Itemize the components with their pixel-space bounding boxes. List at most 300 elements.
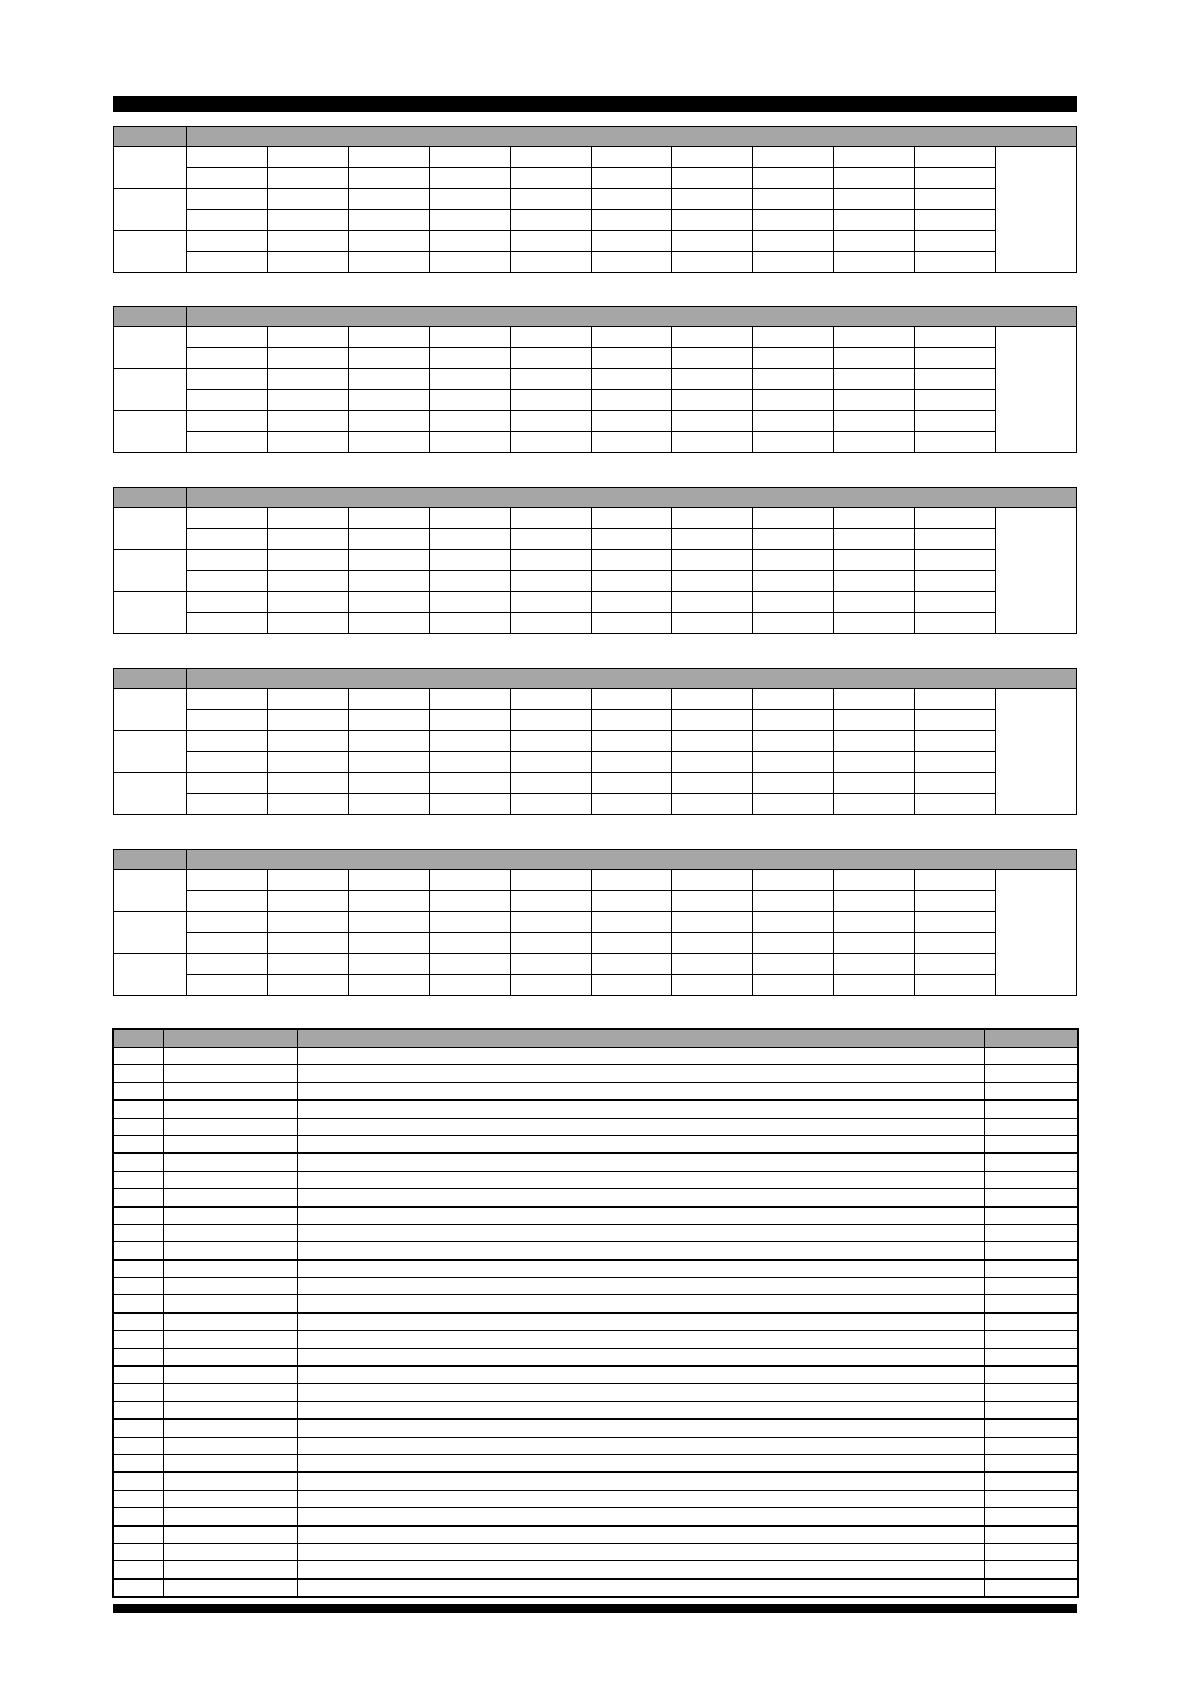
grid-cell[interactable] <box>753 870 834 891</box>
grid-cell[interactable] <box>672 912 753 933</box>
grid-cell[interactable] <box>591 752 672 773</box>
grid-cell[interactable] <box>591 529 672 550</box>
grid-cell[interactable] <box>591 710 672 731</box>
grid-cell[interactable] <box>429 147 510 168</box>
grid-cell[interactable] <box>267 752 348 773</box>
grid-cell[interactable] <box>187 210 268 231</box>
grid-cell[interactable] <box>915 327 996 348</box>
grid-cell[interactable] <box>753 411 834 432</box>
grid-cell[interactable] <box>672 411 753 432</box>
grid-cell[interactable] <box>187 613 268 634</box>
grid-cell[interactable] <box>510 710 591 731</box>
grid-cell[interactable] <box>187 773 268 794</box>
grid-cell[interactable] <box>267 411 348 432</box>
grid-cell[interactable] <box>429 327 510 348</box>
grid-cell[interactable] <box>591 231 672 252</box>
grid-cell[interactable] <box>510 933 591 954</box>
grid-cell[interactable] <box>267 432 348 453</box>
grid-cell[interactable] <box>753 508 834 529</box>
grid-cell[interactable] <box>429 912 510 933</box>
table-cell[interactable] <box>298 1490 985 1507</box>
grid-cell[interactable] <box>834 731 915 752</box>
grid-cell[interactable] <box>429 411 510 432</box>
grid-cell[interactable] <box>915 891 996 912</box>
table-cell[interactable] <box>114 1401 164 1419</box>
grid-cell[interactable] <box>834 571 915 592</box>
grid-cell[interactable] <box>753 550 834 571</box>
grid-cell[interactable] <box>834 975 915 996</box>
grid-cell[interactable] <box>510 773 591 794</box>
grid-cell[interactable] <box>429 210 510 231</box>
grid-cell[interactable] <box>187 731 268 752</box>
table-cell[interactable] <box>298 1295 985 1313</box>
grid-cell[interactable] <box>429 550 510 571</box>
grid-cell[interactable] <box>429 390 510 411</box>
grid-cell[interactable] <box>834 912 915 933</box>
grid-cell[interactable] <box>591 327 672 348</box>
table-cell[interactable] <box>164 1171 298 1188</box>
table-cell[interactable] <box>114 1526 164 1544</box>
grid-cell[interactable] <box>834 891 915 912</box>
table-cell[interactable] <box>985 1082 1078 1100</box>
grid-cell[interactable] <box>187 550 268 571</box>
grid-cell[interactable] <box>187 411 268 432</box>
grid-cell[interactable] <box>187 710 268 731</box>
grid-cell[interactable] <box>510 369 591 390</box>
grid-cell[interactable] <box>348 773 429 794</box>
table-cell[interactable] <box>164 1118 298 1135</box>
grid-cell[interactable] <box>429 231 510 252</box>
grid-cell[interactable] <box>510 731 591 752</box>
table-cell[interactable] <box>164 1526 298 1544</box>
table-cell[interactable] <box>114 1260 164 1278</box>
table-cell[interactable] <box>164 1260 298 1278</box>
grid-cell[interactable] <box>753 571 834 592</box>
grid-cell[interactable] <box>510 432 591 453</box>
grid-cell[interactable] <box>187 954 268 975</box>
grid-cell[interactable] <box>348 613 429 634</box>
table-cell[interactable] <box>985 1366 1078 1384</box>
grid-cell[interactable] <box>672 975 753 996</box>
table-cell[interactable] <box>985 1384 1078 1401</box>
grid-cell[interactable] <box>915 210 996 231</box>
grid-cell[interactable] <box>753 529 834 550</box>
grid-cell[interactable] <box>187 390 268 411</box>
grid-cell[interactable] <box>753 710 834 731</box>
table-cell[interactable] <box>298 1437 985 1454</box>
grid-cell[interactable] <box>348 508 429 529</box>
table-cell[interactable] <box>114 1331 164 1348</box>
table-cell[interactable] <box>298 1419 985 1437</box>
grid-cell[interactable] <box>672 954 753 975</box>
grid-cell[interactable] <box>591 975 672 996</box>
grid-cell[interactable] <box>267 327 348 348</box>
grid-cell[interactable] <box>429 954 510 975</box>
grid-cell[interactable] <box>348 252 429 273</box>
table-cell[interactable] <box>164 1401 298 1419</box>
grid-cell[interactable] <box>510 231 591 252</box>
grid-cell[interactable] <box>187 231 268 252</box>
grid-cell[interactable] <box>834 210 915 231</box>
grid-cell[interactable] <box>187 369 268 390</box>
grid-cell[interactable] <box>187 168 268 189</box>
grid-cell[interactable] <box>672 147 753 168</box>
grid-cell[interactable] <box>510 327 591 348</box>
grid-cell[interactable] <box>510 550 591 571</box>
table-cell[interactable] <box>164 1153 298 1171</box>
grid-cell[interactable] <box>429 731 510 752</box>
table-cell[interactable] <box>298 1048 985 1065</box>
grid-cell[interactable] <box>834 168 915 189</box>
grid-cell[interactable] <box>429 752 510 773</box>
grid-cell[interactable] <box>834 369 915 390</box>
table-cell[interactable] <box>164 1278 298 1295</box>
grid-cell[interactable] <box>915 529 996 550</box>
grid-cell[interactable] <box>429 432 510 453</box>
table-cell[interactable] <box>164 1490 298 1507</box>
table-cell[interactable] <box>114 1278 164 1295</box>
grid-cell[interactable] <box>510 752 591 773</box>
grid-cell[interactable] <box>348 348 429 369</box>
grid-cell[interactable] <box>834 933 915 954</box>
grid-cell[interactable] <box>429 613 510 634</box>
grid-cell[interactable] <box>915 613 996 634</box>
grid-cell[interactable] <box>672 870 753 891</box>
grid-cell[interactable] <box>187 752 268 773</box>
table-cell[interactable] <box>298 1100 985 1118</box>
grid-cell[interactable] <box>753 231 834 252</box>
grid-cell[interactable] <box>187 327 268 348</box>
grid-cell[interactable] <box>915 571 996 592</box>
grid-cell[interactable] <box>267 147 348 168</box>
grid-cell[interactable] <box>591 147 672 168</box>
table-cell[interactable] <box>164 1048 298 1065</box>
table-cell[interactable] <box>114 1419 164 1437</box>
table-cell[interactable] <box>985 1313 1078 1331</box>
grid-cell[interactable] <box>187 147 268 168</box>
table-cell[interactable] <box>985 1419 1078 1437</box>
grid-cell[interactable] <box>348 689 429 710</box>
grid-cell[interactable] <box>429 529 510 550</box>
grid-cell[interactable] <box>187 508 268 529</box>
grid-cell[interactable] <box>591 550 672 571</box>
grid-cell[interactable] <box>834 954 915 975</box>
grid-cell[interactable] <box>348 411 429 432</box>
table-cell[interactable] <box>298 1260 985 1278</box>
table-cell[interactable] <box>114 1384 164 1401</box>
table-cell[interactable] <box>298 1224 985 1241</box>
grid-cell[interactable] <box>915 189 996 210</box>
grid-cell[interactable] <box>753 912 834 933</box>
table-cell[interactable] <box>985 1331 1078 1348</box>
grid-cell[interactable] <box>510 891 591 912</box>
grid-cell[interactable] <box>429 710 510 731</box>
table-cell[interactable] <box>985 1543 1078 1560</box>
grid-cell[interactable] <box>753 975 834 996</box>
grid-cell[interactable] <box>267 912 348 933</box>
grid-cell[interactable] <box>753 348 834 369</box>
grid-cell[interactable] <box>672 592 753 613</box>
table-cell[interactable] <box>985 1508 1078 1526</box>
grid-cell[interactable] <box>348 912 429 933</box>
grid-cell[interactable] <box>187 348 268 369</box>
grid-cell[interactable] <box>348 231 429 252</box>
grid-cell[interactable] <box>510 794 591 815</box>
grid-cell[interactable] <box>672 613 753 634</box>
grid-cell[interactable] <box>429 168 510 189</box>
grid-cell[interactable] <box>348 592 429 613</box>
grid-cell[interactable] <box>672 752 753 773</box>
grid-cell[interactable] <box>267 168 348 189</box>
grid-cell[interactable] <box>591 731 672 752</box>
table-cell[interactable] <box>164 1419 298 1437</box>
grid-cell[interactable] <box>429 773 510 794</box>
grid-cell[interactable] <box>915 411 996 432</box>
grid-cell[interactable] <box>753 147 834 168</box>
table-cell[interactable] <box>114 1189 164 1207</box>
grid-cell[interactable] <box>267 348 348 369</box>
table-cell[interactable] <box>114 1224 164 1241</box>
grid-cell[interactable] <box>672 369 753 390</box>
grid-cell[interactable] <box>753 794 834 815</box>
grid-cell[interactable] <box>834 147 915 168</box>
grid-cell[interactable] <box>834 508 915 529</box>
grid-cell[interactable] <box>834 689 915 710</box>
grid-cell[interactable] <box>753 954 834 975</box>
table-cell[interactable] <box>114 1508 164 1526</box>
grid-cell[interactable] <box>834 189 915 210</box>
table-cell[interactable] <box>985 1579 1078 1597</box>
table-cell[interactable] <box>298 1242 985 1260</box>
table-cell[interactable] <box>164 1579 298 1597</box>
table-cell[interactable] <box>298 1384 985 1401</box>
table-cell[interactable] <box>985 1135 1078 1153</box>
grid-cell[interactable] <box>267 550 348 571</box>
grid-cell[interactable] <box>753 891 834 912</box>
grid-cell[interactable] <box>429 252 510 273</box>
grid-cell[interactable] <box>834 794 915 815</box>
grid-cell[interactable] <box>348 870 429 891</box>
grid-cell[interactable] <box>591 168 672 189</box>
grid-cell[interactable] <box>753 773 834 794</box>
table-cell[interactable] <box>114 1472 164 1490</box>
grid-cell[interactable] <box>429 891 510 912</box>
grid-cell[interactable] <box>267 773 348 794</box>
grid-cell[interactable] <box>267 731 348 752</box>
table-cell[interactable] <box>114 1118 164 1135</box>
grid-cell[interactable] <box>510 571 591 592</box>
grid-cell[interactable] <box>591 348 672 369</box>
grid-cell[interactable] <box>348 710 429 731</box>
grid-cell[interactable] <box>591 891 672 912</box>
table-cell[interactable] <box>985 1437 1078 1454</box>
grid-cell[interactable] <box>510 210 591 231</box>
table-cell[interactable] <box>298 1472 985 1490</box>
grid-cell[interactable] <box>348 752 429 773</box>
grid-cell[interactable] <box>510 975 591 996</box>
grid-cell[interactable] <box>672 891 753 912</box>
table-cell[interactable] <box>114 1366 164 1384</box>
table-cell[interactable] <box>298 1526 985 1544</box>
grid-cell[interactable] <box>187 891 268 912</box>
grid-cell[interactable] <box>591 954 672 975</box>
grid-cell[interactable] <box>267 210 348 231</box>
grid-cell[interactable] <box>834 710 915 731</box>
grid-cell[interactable] <box>429 571 510 592</box>
grid-cell[interactable] <box>510 508 591 529</box>
table-cell[interactable] <box>298 1579 985 1597</box>
grid-cell[interactable] <box>915 773 996 794</box>
grid-cell[interactable] <box>915 369 996 390</box>
table-cell[interactable] <box>164 1082 298 1100</box>
table-cell[interactable] <box>985 1224 1078 1241</box>
table-cell[interactable] <box>164 1295 298 1313</box>
grid-cell[interactable] <box>834 432 915 453</box>
table-cell[interactable] <box>298 1171 985 1188</box>
table-cell[interactable] <box>114 1153 164 1171</box>
grid-cell[interactable] <box>915 710 996 731</box>
table-cell[interactable] <box>114 1135 164 1153</box>
table-cell[interactable] <box>985 1454 1078 1472</box>
grid-cell[interactable] <box>915 348 996 369</box>
table-cell[interactable] <box>114 1082 164 1100</box>
grid-cell[interactable] <box>834 327 915 348</box>
table-cell[interactable] <box>298 1082 985 1100</box>
grid-cell[interactable] <box>348 189 429 210</box>
table-cell[interactable] <box>114 1100 164 1118</box>
grid-cell[interactable] <box>915 508 996 529</box>
grid-cell[interactable] <box>753 369 834 390</box>
grid-cell[interactable] <box>510 613 591 634</box>
table-cell[interactable] <box>298 1543 985 1560</box>
table-cell[interactable] <box>164 1242 298 1260</box>
grid-cell[interactable] <box>187 975 268 996</box>
table-cell[interactable] <box>298 1454 985 1472</box>
grid-cell[interactable] <box>915 147 996 168</box>
table-cell[interactable] <box>114 1454 164 1472</box>
grid-cell[interactable] <box>510 348 591 369</box>
grid-cell[interactable] <box>915 933 996 954</box>
grid-cell[interactable] <box>591 870 672 891</box>
table-cell[interactable] <box>298 1331 985 1348</box>
grid-cell[interactable] <box>267 571 348 592</box>
grid-cell[interactable] <box>348 975 429 996</box>
grid-cell[interactable] <box>348 529 429 550</box>
grid-cell[interactable] <box>348 390 429 411</box>
table-cell[interactable] <box>985 1472 1078 1490</box>
grid-cell[interactable] <box>834 613 915 634</box>
grid-cell[interactable] <box>187 870 268 891</box>
table-cell[interactable] <box>114 1295 164 1313</box>
grid-cell[interactable] <box>510 147 591 168</box>
grid-cell[interactable] <box>591 210 672 231</box>
grid-cell[interactable] <box>267 710 348 731</box>
grid-cell[interactable] <box>591 933 672 954</box>
grid-cell[interactable] <box>672 348 753 369</box>
table-cell[interactable] <box>985 1171 1078 1188</box>
grid-cell[interactable] <box>753 731 834 752</box>
grid-cell[interactable] <box>187 912 268 933</box>
grid-cell[interactable] <box>429 975 510 996</box>
table-cell[interactable] <box>164 1508 298 1526</box>
grid-cell[interactable] <box>187 252 268 273</box>
grid-cell[interactable] <box>348 954 429 975</box>
grid-cell[interactable] <box>753 933 834 954</box>
table-cell[interactable] <box>164 1348 298 1366</box>
grid-cell[interactable] <box>591 773 672 794</box>
grid-cell[interactable] <box>672 252 753 273</box>
table-cell[interactable] <box>164 1384 298 1401</box>
grid-cell[interactable] <box>429 369 510 390</box>
grid-cell[interactable] <box>834 550 915 571</box>
grid-cell[interactable] <box>591 689 672 710</box>
grid-cell[interactable] <box>348 147 429 168</box>
grid-cell[interactable] <box>834 592 915 613</box>
grid-cell[interactable] <box>429 348 510 369</box>
table-cell[interactable] <box>164 1065 298 1082</box>
grid-cell[interactable] <box>510 529 591 550</box>
grid-cell[interactable] <box>915 252 996 273</box>
grid-cell[interactable] <box>915 231 996 252</box>
table-cell[interactable] <box>164 1100 298 1118</box>
grid-cell[interactable] <box>187 794 268 815</box>
grid-cell[interactable] <box>753 592 834 613</box>
grid-cell[interactable] <box>591 369 672 390</box>
grid-cell[interactable] <box>591 794 672 815</box>
grid-cell[interactable] <box>348 327 429 348</box>
table-cell[interactable] <box>298 1508 985 1526</box>
grid-cell[interactable] <box>834 411 915 432</box>
grid-cell[interactable] <box>187 592 268 613</box>
grid-cell[interactable] <box>591 252 672 273</box>
table-cell[interactable] <box>985 1118 1078 1135</box>
table-cell[interactable] <box>164 1561 298 1579</box>
grid-cell[interactable] <box>510 592 591 613</box>
table-cell[interactable] <box>114 1171 164 1188</box>
grid-cell[interactable] <box>510 411 591 432</box>
grid-cell[interactable] <box>672 933 753 954</box>
grid-cell[interactable] <box>510 954 591 975</box>
grid-cell[interactable] <box>915 975 996 996</box>
grid-cell[interactable] <box>753 210 834 231</box>
grid-cell[interactable] <box>753 390 834 411</box>
grid-cell[interactable] <box>591 432 672 453</box>
table-cell[interactable] <box>298 1065 985 1082</box>
grid-cell[interactable] <box>672 550 753 571</box>
grid-cell[interactable] <box>267 975 348 996</box>
grid-cell[interactable] <box>591 613 672 634</box>
grid-cell[interactable] <box>510 390 591 411</box>
grid-cell[interactable] <box>672 390 753 411</box>
grid-cell[interactable] <box>267 252 348 273</box>
table-cell[interactable] <box>985 1189 1078 1207</box>
grid-cell[interactable] <box>753 432 834 453</box>
table-cell[interactable] <box>985 1100 1078 1118</box>
table-cell[interactable] <box>298 1561 985 1579</box>
grid-cell[interactable] <box>672 231 753 252</box>
grid-cell[interactable] <box>672 571 753 592</box>
table-cell[interactable] <box>164 1454 298 1472</box>
grid-cell[interactable] <box>187 189 268 210</box>
grid-cell[interactable] <box>753 613 834 634</box>
grid-cell[interactable] <box>915 870 996 891</box>
grid-cell[interactable] <box>915 390 996 411</box>
grid-cell[interactable] <box>510 168 591 189</box>
grid-cell[interactable] <box>915 689 996 710</box>
grid-cell[interactable] <box>591 411 672 432</box>
grid-cell[interactable] <box>834 252 915 273</box>
table-cell[interactable] <box>164 1189 298 1207</box>
